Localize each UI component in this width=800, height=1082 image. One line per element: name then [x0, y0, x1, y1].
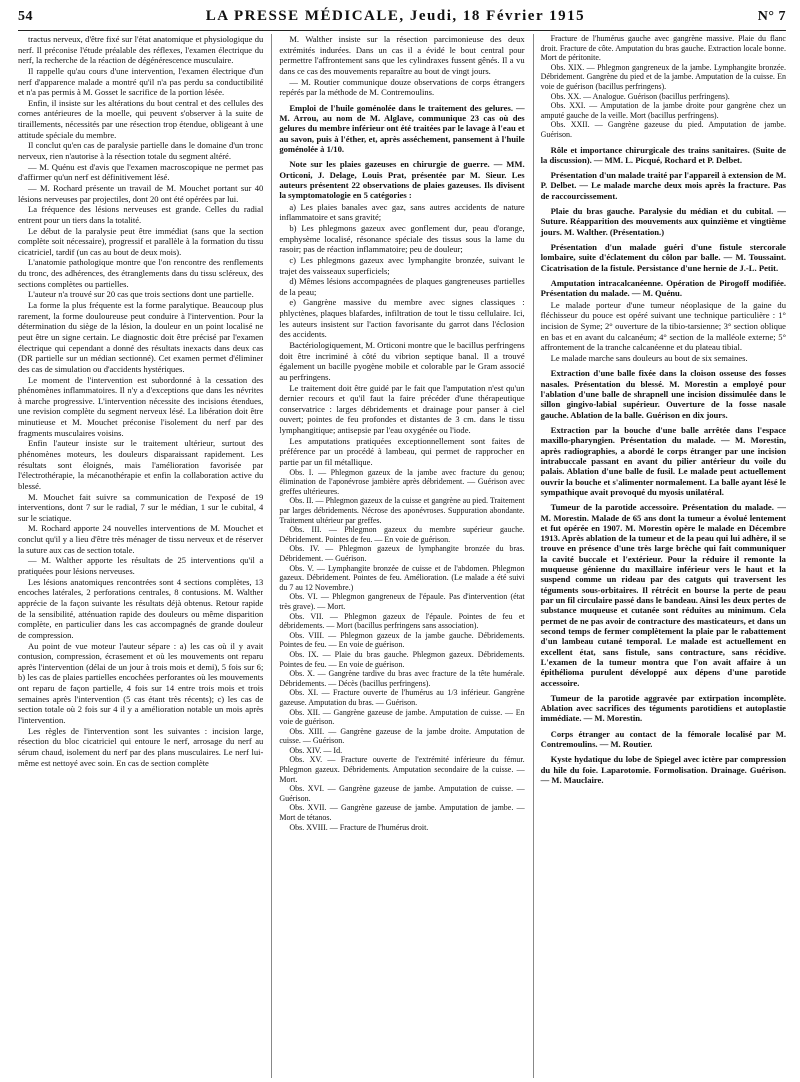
observation-entry: Obs. XIII. — Gangrène gazeuse de la jambe droite. Amputation de cuisse. — Guérison. — [279, 726, 525, 746]
paragraph: a) Les plaies banales avec gaz, sans autres accidents de nature inflammatoire et sans gravité; — [279, 201, 525, 223]
paragraph: — M. Routier communique douze observations de corps étrangers repérés par la méthode de M. Contremoulins. — [279, 76, 525, 98]
observation-entry: Obs. XI. — Fracture ouverte de l'humérus au 1/3 inférieur. Gangrène gazeuse. Amputation du bras. — Guérison. — [279, 688, 525, 707]
paragraph: M. Rochard apporte 24 nouvelles interventions de M. Mouchet et conclut qu'il y a lieu d'être très ménager de tissu nerveux et de réserver la suture aux cas de section totale. — [18, 523, 264, 555]
paragraph: La fréquence des lésions nerveuses est grande. Celles du radial entrent pour un tiers dans la totalité. — [18, 204, 264, 225]
paragraph: Le malade porteur d'une tumeur néoplasique de la gaine du fléchisseur du pouce est opéré suivant une technique particulière : 1° incision de Syme; 2° ouverture de la tibio-tarsienne; 3° section oblique en bas et en avant du calcanéum; 4° section de la malléole externe; 5° affrontement de la tranche calcanéenne et du plateau tibial. — [540, 299, 786, 353]
section-heading: Kyste hydatique du lobe de Spiegel avec ictère par compression du hile du foie. Laparotomie. Formolisation. Drainage. Guérison. — M. Mauclaire. — [540, 754, 786, 785]
section-heading: Note sur les plaies gazeuses en chirurgie de guerre. — MM. Orticoni, J. Delage, Louis Prat, présentée par M. Sieur. Les auteurs présentent 22 observations de plaies gazeuses. Ils divisent la symptomatologie en 5 catégories : — [279, 159, 525, 201]
paragraph: La forme la plus fréquente est la forme paralytique. Beaucoup plus rarement, la forme douloureuse peut conduire à l'intervention. Pour la détermination du siège de la lésion, la douleur en un point localisé ne peut être un signe certain. Le diagnostic doit être précisé par l'examen électrique qui cependant a donné des résultats inexacts dans deux cas (DR partielle sur un médian sectionné). Cet examen permet d'éliminer des cas de simulation ou d'accidents hystériques. — [18, 300, 264, 374]
observation-entry: Obs. XXI. — Amputation de la jambe droite pour gangrène chez un amputé gauche de la veille. Mort (bacillus perfringens). — [540, 101, 786, 120]
observation-entry: Obs. XVIII. — Fracture de l'humérus droit. — [289, 822, 429, 832]
paragraph: Enfin l'auteur insiste sur le traitement ultérieur, surtout des phénomènes moteurs, les douleurs disparaissant rapidement. Les résultats sont éloignés, mais l'amélioration favorisée par l'électrothérapie, la mécanothérapie et enfin la collaboration active du blessé. — [18, 438, 264, 491]
paragraph: Il conclut qu'en cas de paralysie partielle dans le domaine d'un tronc nerveux, rien n'autorise à la résection totale du segment altéré. — [18, 140, 264, 162]
paragraph: Bactériologiquement, M. Orticoni montre que le bacillus perfringens doit être incriminé à côté du vibrion septique banal. Il a trouvé également un bacille pyogène mobile et colorable par le Gram associé au perfringens. — [279, 339, 525, 382]
observation-entry: Obs. I. — Phlegmon gazeux de la jambe avec fracture du genou; élimination de l'aponévrose jambière après débridement. — Guérison avec greffes ultérieures. — [279, 467, 525, 496]
paragraph: Le traitement doit être guidé par le fait que l'amputation n'est qu'un dernier recours et qu'il faut la faire précéder d'une thérapeutique conservatrice : larges débridements et drainage pour panser à ciel ouvert; pointes de feu profondes et distantes de 3 cm. dans le tissu lymphangitique; antisepsie par l'eau oxygénée ou l'iode. — [279, 382, 525, 436]
paragraph: L'auteur n'a trouvé sur 20 cas que trois sections dont une partielle. — [28, 289, 254, 300]
observation-entry: Obs. X. — Gangrène tardive du bras avec fracture de la tête humérale. Débridements. — Décès (bacillus perfringens). — [279, 669, 525, 688]
observation-entry: Obs. IV. — Phlegmon gazeux de lymphangite bronzée du bras. Débridement. — Guérison. — [279, 544, 525, 564]
observation-entry: Obs. III. — Phlegmon gazeux du membre supérieur gauche. Débridement. Pointes de feu. — En voie de guérison. — [279, 525, 525, 544]
paragraph: e) Gangrène massive du membre avec signes classiques : phlyctènes, plaques blafardes, infiltration de tout le tissu cellulaire. Ici, les auteurs insistent sur l'action favorisante du garrot dans l'éclosion des accidents. — [279, 297, 525, 340]
paragraph: L'anatomie pathologique montre que l'on rencontre des renflements du tronc, des adhérences, des étranglements dans du tissu scléreux, des sections complètes ou partielles. — [18, 257, 264, 289]
paragraph: Le début de la paralysie peut être immédiat (sans que la section complète soit nécessaire), progressif et parallèle à la formation du tissu cicatriciel, tardif (un cas au bout de deux mois). — [18, 225, 264, 257]
paragraph: Les règles de l'intervention sont les suivantes : incision large, résection du bloc cicatriciel qui entoure le nerf, arrosage du nerf au sérum chaud, isolement du nerf par des plans musculaires. Le nerf lui-même est nettoyé avec soin. En cas de section complète — [18, 725, 264, 768]
section-heading: Emploi de l'huile goménolée dans le traitement des gelures. — M. Arrou, au nom de M. Alglave, communique 23 cas où des gelures du membre inférieur ont été traitées par le lavage à l'eau et au savon, puis à l'éther, et, après asséchement, pansement à l'huile goménolée à 1/10. — [279, 102, 525, 155]
paragraph: Il rappelle qu'au cours d'une intervention, l'examen électrique d'un nerf d'apparence malade a montré qu'il n'a pas perdu sa conductibilité et n'a pas permis à M. Gosset le sacrifice de la portion lésée. — [18, 65, 264, 98]
paragraph: Les amputations pratiquées exceptionnellement sont faites de préférence par un procédé à lambeau, qui permet de rapprocher en partie par un fil métallique. — [279, 435, 525, 468]
paragraph: c) Les phlegmons gazeux avec lymphangite bronzée, suivant le trajet des vaisseaux superficiels; — [279, 254, 525, 276]
observation-entry: Obs. XIV. — Id. — [289, 745, 343, 755]
observation-entry: Obs. XV. — Fracture ouverte de l'extrémité inférieure du fémur. Phlegmon gazeux. Débridements. Amputation secondaire de la cuisse. — Mort. — [279, 755, 525, 784]
paragraph: Au point de vue moteur l'auteur sépare : a) les cas où il y avait contusion, compression, écrasement et où les mouvements ont reparu après l'intervention (délai de un jour à trois mois et demi), 5 fois sur 6; b) les cas de plaies partielles encochées perforantes où les mouvements ont reparu de façon partielle, 4 fois sur 14 entre trois mois et trois semaines après l'intervention (5 cas étant très récents); c) les cas de section totale où 2 fois sur 4 il y a amélioration notable un mois après l'intervention. — [18, 640, 264, 725]
section-heading: Présentation d'un malade guéri d'une fistule stercorale lombaire, suite d'éclatement du côlon par balle. — M. Toussaint. Cicatrisation de la fistule. Persistance d'une hernie de J.-L. Petit. — [540, 242, 786, 273]
paragraph: tractus nerveux, d'être fixé sur l'état anatomique et physiologique du nerf. Il préconise l'étude préalable des réflexes, l'examen électrique du nerf, la recherche de la réaction de dégénérescence musculaire. — [18, 34, 264, 66]
paragraph: M. Mouchet fait suivre sa communication de l'exposé de 19 interventions, dont 7 sur le radial, 7 sur le médian, 1 sur le cubital, 4 sur le sciatique. — [18, 491, 264, 523]
section-heading: Présentation d'un malade traité par l'appareil à extension de M. P. Delbet. — Le malade marche deux mois après la fracture. Pas de raccourcissement. — [540, 170, 786, 201]
observation-entry: Obs. XXII. — Gangrène gazeuse du pied. Amputation de jambe. Guérison. — [540, 120, 786, 139]
journal-title: LA PRESSE MÉDICALE, Jeudi, 18 Février 1915 — [205, 8, 586, 24]
section-heading: Tumeur de la parotide aggravée par extirpation incomplète. Ablation avec sacrifices des téguments parotidiens et autoplastie immédiate. — M. Morestin. — [540, 692, 786, 724]
observation-entry: Obs. XVII. — Gangrène gazeuse de jambe. Amputation de jambe. — Mort de tétanos. — [279, 803, 525, 823]
paragraph: Les lésions anatomiques rencontrées sont 4 sections complètes, 13 encoches latérales, 2 perforations centrales, 8 contusions. M. Walther apprécie de la façon suivante les résultats déjà obtenus. Retour rapide de la sensibilité, atténuation rapide des douleurs ou même disparition complète, en particulier dans les cas accompagnés de grande douleur de compression. — [18, 576, 264, 640]
observation-entry: Obs. XVI. — Gangrène gazeuse de jambe. Amputation de cuisse. — Guérison. — [279, 784, 525, 803]
section-heading: Amputation intracalcanéenne. Opération de Pirogoff modifiée. Présentation du malade. — M. Quénu. — [540, 277, 786, 299]
column-left — [18, 34, 263, 1078]
paragraph: M. Walther insiste sur la résection parcimonieuse des deux extrémités indurées. Dans un cas il a évidé le bout central pour permettre l'affrontement sans que les cylindraxes fussent gênés. Il a vu dans ce cas des mouvements reparaître au bout de vingt jours. — [279, 34, 525, 76]
observation-entry: Obs. VI. — Phlegmon gangreneux de l'épaule. Pas d'intervention (état très grave). — Mort. — [279, 592, 525, 611]
paragraph: Le moment de l'intervention est subordonné à la cessation des phénomènes inflammatoires. Il n'y a d'exceptions que dans les névrites à marche progressive. L'intervention nécessite des incisions étendues, une revision complète du segment nerveux lésé. La libération doit être minutieuse et M. Mouchet préconise l'isolement du nerf par des fragments musculaires voisins. — [18, 374, 264, 438]
observation-entry: Obs. II. — Phlegmon gazeux de la cuisse et gangrène au pied. Traitement par larges débridements. Nécrose des aponévroses. Suppuration abondante. Traitement ultérieur par greffes. — [279, 496, 525, 525]
paragraph: Le malade marche sans douleurs au bout de six semaines. — [550, 352, 748, 363]
observation-entry: Obs. VIII. — Phlegmon gazeux de la jambe gauche. Débridements. Pointes de feu. — En voie de guérison. — [279, 630, 525, 650]
observation-entry: Fracture de l'humérus gauche avec gangrène massive. Plaie du flanc droit. Fracture de côte. Amputation du bras gauche. Extraction locale bonne. Mort de péritonite. — [540, 34, 786, 63]
observation-entry: Obs. XIX. — Phlegmon gangreneux de la jambe. Lymphangite bronzée. Débridement. Gangrène du pied et de la jambe. Amputation de la cuisse. En voie de guérison (bacillus perfringens). — [540, 62, 786, 91]
observation-entry: Obs. XII. — Gangrène gazeuse de jambe. Amputation de cuisse. — En voie de guérison. — [279, 707, 525, 727]
section-heading: Tumeur de la parotide accessoire. Présentation du malade. — M. Morestin. Malade de 65 ans dont la tumeur a évolué lentement et fut opérée en 1907. M. Morestin opère le malade en Décembre 1913. Après ablation de la tumeur et de la peau qui lui adhère, il se trouve en présence d'une très large brèche qui fait communiquer la cavité buccale et l'extérieur. Pour la réduire il remonte la muqueuse génienne du maxillaire inférieur vers le haut et la suspend comme un rideau par des catguts qui traversent les téguments sous-orbitaires. Il rétrécit en bourse la perte de peau par un fil circulaire passé dans le bandeau. Ainsi les deux pertes de substance muqueuse et cutanée sont réduites au minimum. Cela permet de ne pas avoir de contracture des masticateurs, et dans un second temps de fermer complètement la plaie par le rabattement d'un lambeau cutané temporal. Le malade est actuellement en excellent état, sans fistule, sans contracture, sans récidive. L'examen de la tumeur montra que l'on avait affaire à un épithélioma purulent développé aux dépens d'une parotide accessoire. — [540, 502, 786, 688]
paragraph: b) Les phlegmons gazeux avec gonflement dur, peau d'orange, emphysème localisé, résonance spéciale des tissus sous la lame du rasoir; pas de réaction inflammatoire; peu de douleur; — [279, 222, 525, 255]
observation-entry: Obs. V. — Lymphangite bronzée de cuisse et de l'abdomen. Phlegmon gazeux. Débridement. Pointes de feu. Amélioration. (Le malade a été suivi du 7 au 12 Novembre.) — [279, 563, 525, 592]
section-heading: Plaie du bras gauche. Paralysie du médian et du cubital. — Suture. Réapparition des mouvements aux quinzième et vingtième jours. M. Walther. (Présentation.) — [540, 206, 786, 237]
column-middle — [271, 34, 524, 1078]
section-heading: Rôle et importance chirurgicale des trains sanitaires. (Suite de la discussion). — MM. L. Picqué, Rochard et P. Delbet. — [540, 144, 786, 165]
issue-number: N° 7 — [757, 9, 786, 24]
section-heading: Corps étranger au contact de la fémorale localisé par M. Contremoulins. — M. Routier. — [540, 728, 786, 750]
paragraph: d) Mêmes lésions accompagnées de plaques gangreneuses partielles de la peau; — [279, 276, 525, 297]
paragraph: — M. Quénu est d'avis que l'examen macroscopique ne permet pas d'affirmer qu'un nerf est définitivement lésé. — [18, 161, 264, 183]
observation-entry: Obs. IX. — Plaie du bras gauche. Phlegmon gazeux. Débridements. Pointes de feu. — En voie de guérison. — [279, 649, 525, 669]
section-heading: Extraction d'une balle fixée dans la cloison osseuse des fosses nasales. Présentation du blessé. M. Morestin a employé pour l'ablation d'une balle de shrapnell une incision dissimulée dans le sillon gingivo-labial supérieur. Ouverture de la fosse nasale gauche. Ablation de la balle. Guérison en dix jours. — [540, 368, 786, 420]
paragraph: — M. Walther apporte les résultats de 25 interventions qu'il a pratiquées pour lésions nerveuses. — [18, 555, 264, 577]
article-columns — [18, 34, 786, 1078]
paragraph: — M. Rochard présente un travail de M. Mouchet portant sur 40 lésions nerveuses par projectiles, dont 20 ont été opérées par lui. — [18, 182, 264, 204]
paragraph: Enfin, il insiste sur les altérations du bout central et des cellules des cornes antérieures de la moelle, qui peuvent s'observer à la suite de tiraillements, nécessités par une résection trop étendue, obligeant à une attitude spéciale du membre. — [18, 97, 264, 140]
page-header — [18, 8, 786, 31]
column-right — [533, 34, 786, 1078]
observation-entry: Obs. XX. — Analogue. Guérison (bacillus perfringens). — [550, 91, 730, 101]
section-heading: Extraction par la bouche d'une balle arrêtée dans l'espace maxillo-pharyngien. Présentation du malade. — M. Morestin, après radiographies, a abordé le corps étranger par une incision intrabuccale passant en avant du pilier antérieur du voile du palais. Ablation d'une balle de fusil. Le malade peut actuellement ouvrir la bouche et s'alimenter normalement. La balle ayant lésé le sympathique avait provoqué du myosis unilatéral. — [540, 425, 786, 497]
page-number: 54 — [18, 9, 33, 24]
observation-entry: Obs. VII. — Phlegmon gazeux de l'épaule. Pointes de feu et débridements. — Mort (bacillus perfringens sans association). — [279, 611, 525, 631]
